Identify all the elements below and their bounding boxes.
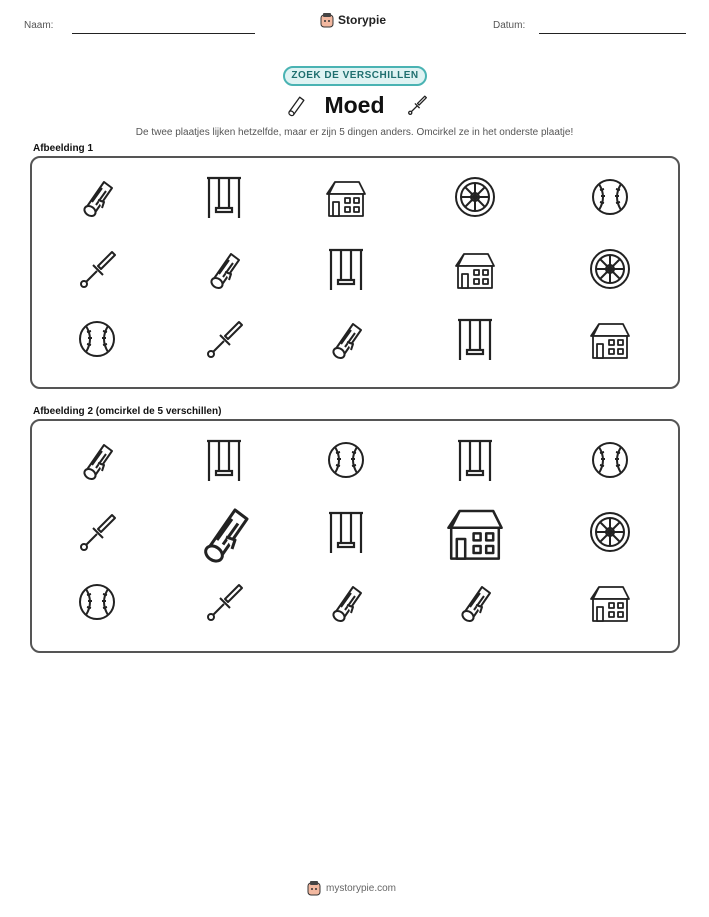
house-icon bbox=[585, 314, 635, 364]
scroll-icon[interactable] bbox=[72, 435, 122, 485]
mascot-icon bbox=[307, 880, 321, 896]
name-label: Naam: bbox=[24, 20, 54, 31]
baseball-icon[interactable] bbox=[321, 435, 371, 485]
baseball-icon bbox=[585, 172, 635, 222]
scroll-icon[interactable] bbox=[187, 495, 262, 570]
swing-icon bbox=[321, 244, 371, 294]
picture-1-label: Afbeelding 1 bbox=[33, 143, 94, 154]
swing-icon[interactable] bbox=[450, 435, 500, 485]
sword-icon[interactable] bbox=[199, 577, 249, 627]
name-field[interactable] bbox=[72, 33, 255, 34]
swing-icon bbox=[450, 314, 500, 364]
picture-1-panel bbox=[30, 156, 680, 389]
house-icon[interactable] bbox=[585, 577, 635, 627]
scroll-icon bbox=[321, 314, 371, 364]
scroll-icon bbox=[72, 172, 122, 222]
scroll-icon[interactable] bbox=[321, 577, 371, 627]
footer bbox=[307, 880, 396, 896]
date-field[interactable] bbox=[539, 33, 686, 34]
baseball-icon bbox=[72, 314, 122, 364]
sword-icon bbox=[199, 314, 249, 364]
sword-icon bbox=[404, 92, 430, 118]
brand-logo bbox=[320, 12, 386, 28]
swing-icon bbox=[199, 172, 249, 222]
swing-icon[interactable] bbox=[321, 507, 371, 557]
swing-icon[interactable] bbox=[199, 435, 249, 485]
sword-icon[interactable] bbox=[72, 507, 122, 557]
wheel-icon bbox=[585, 244, 635, 294]
brand-name: Storypie bbox=[338, 13, 387, 27]
page-title: Moed bbox=[324, 92, 385, 118]
baseball-icon[interactable] bbox=[585, 435, 635, 485]
picture-2-panel[interactable] bbox=[30, 419, 680, 653]
wheel-icon bbox=[450, 172, 500, 222]
house-icon[interactable] bbox=[440, 497, 510, 567]
baseball-icon[interactable] bbox=[72, 577, 122, 627]
footer-url: mystorypie.com bbox=[326, 882, 397, 894]
house-icon bbox=[450, 244, 500, 294]
house-icon bbox=[321, 172, 371, 222]
mascot-icon bbox=[320, 12, 334, 28]
picture-2-label: Afbeelding 2 (omcirkel de 5 verschillen) bbox=[33, 406, 222, 417]
scroll-icon bbox=[199, 244, 249, 294]
sword-icon bbox=[72, 244, 122, 294]
wheel-icon[interactable] bbox=[585, 507, 635, 557]
instructions: De twee plaatjes lijken hetzelfde, maar er zijn 5 dingen anders. Omcirkel ze in het onderste plaatje! bbox=[135, 127, 574, 138]
scroll-icon[interactable] bbox=[450, 577, 500, 627]
date-label: Datum: bbox=[493, 20, 526, 31]
activity-badge: ZOEK DE VERSCHILLEN bbox=[283, 66, 427, 86]
